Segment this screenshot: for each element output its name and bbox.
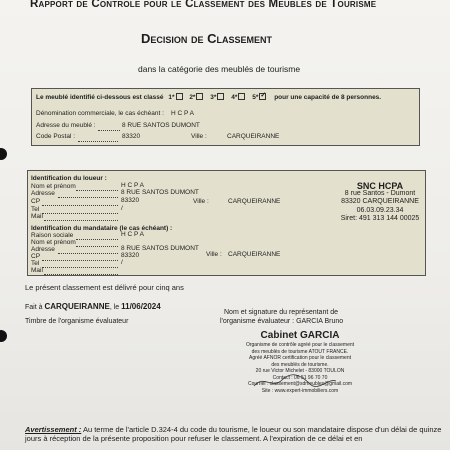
mandataire-nom-label: Nom et prénom [31,239,76,246]
avertissement-label: Avertissement : [25,425,82,434]
mandataire-mail-label: Mail [31,267,43,274]
star-4-checkbox[interactable] [238,93,245,100]
loueur-ville-value: CARQUEIRANNE [228,198,281,205]
decision-subtitle: dans la catégorie des meublés de tourisme [138,64,301,74]
signataire-line-1: Nom et signature du représentant de [224,309,339,316]
fait-le: , le [109,304,120,311]
validity-text: Le présent classement est délivré pour cinq ans [25,283,184,292]
signature-scribble [250,372,340,392]
dotted-line [76,239,118,240]
binder-hole [0,330,7,342]
dotted-line [42,205,118,206]
cabinet-line: Organisme de contrôle agréé pour le classement [245,342,355,348]
timbre-label: Timbre de l'organisme évaluateur [25,318,129,325]
mandataire-tel-label: Tel [31,260,40,267]
star-2-checkbox[interactable] [196,93,203,100]
loueur-heading: Identification du loueur : [31,175,107,182]
capacity-text: pour une capacité de 8 personnes. [274,94,382,101]
meuble-ville-label: Ville : [191,133,207,140]
mandataire-ville-value: CARQUEIRANNE [228,251,281,258]
snc-name: SNC HCPA [356,181,404,191]
star-1-label: 1* [168,94,175,101]
mandataire-cp-value: 83320 [121,252,140,259]
signataire-name: GARCIA Bruno [296,318,344,325]
cabinet-line: des meublés de tourisme ATOUT FRANCE. [251,348,349,355]
loueur-tel-label: Tel [31,206,40,213]
meuble-cp-value: 83320 [122,133,141,140]
meuble-adresse-value: 8 RUE SANTOS DUMONT [122,122,200,129]
snc-phone: 06.03.09.23.34 [356,206,404,214]
dotted-line [42,267,118,268]
star-2-label: 2* [189,94,196,101]
loueur-cp-value: 83320 [121,197,140,204]
mandataire-heading: Identification du mandataire (le cas échéant) : [31,225,173,232]
classement-line [36,93,381,101]
fait-date: 11/06/2024 [121,302,161,311]
cabinet-line: 20 rue Victor Michelet - 83000 TOULON [255,368,345,374]
avertissement-text: Au terme de l'article D.324-4 du code du tourisme, le loueur ou son mandataire dispose d'un délai de quinze jours à réception de la présente proposition pour refuser le classement. A l'expiration de ce délai et en [25,425,442,443]
mandataire-raison-label: Raison sociale [31,232,74,239]
meuble-adresse-label: Adresse du meublé : [36,122,96,129]
fait-place: CARQUEIRANNE [44,302,110,311]
mandataire-ville-label: Ville : [206,251,222,258]
star-5-label: 5* [252,94,259,101]
loueur-nom-value: H C P A [121,182,145,189]
dotted-line [42,260,118,261]
denomination-label: Dénomination commerciale, le cas échéant : [36,110,164,117]
loueur-adresse-label: Adresse [31,190,55,197]
dotted-line [58,253,118,254]
snc-address: 8 rue Santos - Dumont [344,190,416,198]
star-3-checkbox[interactable] [217,93,224,100]
cabinet-line: Contact : 06 51 96 70 70 [272,374,328,381]
dotted-line [42,213,118,214]
denomination-value: H C P A [171,110,195,117]
classement-prefix: Le meublé identifié ci-dessous est classé [36,94,164,101]
mandataire-adresse-value: 8 RUE SANTOS DUMONT [121,245,199,252]
fait-prefix: Fait à [25,304,43,311]
dotted-line [76,190,118,191]
check-mark-icon: ✓ [260,92,267,99]
loueur-ville-label: Ville : [193,198,209,205]
dotted-line [98,130,120,131]
cabinet-name: Cabinet GARCIA [260,330,340,341]
star-1-checkbox[interactable] [176,93,183,100]
meuble-box [31,88,420,146]
mandataire-raison-value: H C P A [121,231,145,238]
decision-title: Decision de Classement [141,31,273,46]
signataire-line-2 [220,318,343,325]
loueur-adresse-value: 8 RUE SANTOS DUMONT [121,189,199,196]
dotted-line [44,220,118,221]
mandataire-cp-label: CP [31,253,41,260]
snc-stamp [325,182,435,223]
cabinet-line: Site : www.expert-immobiliers.com [261,387,339,394]
dotted-line [78,141,118,142]
loueur-tel-value: / [121,205,123,212]
fait-line [25,302,161,311]
snc-siret: Siret: 491 313 144 00025 [340,214,420,222]
dotted-line [76,246,118,247]
binder-hole [0,148,7,160]
loueur-nom-label: Nom et prénom [31,183,76,190]
report-header: Rapport de Controle pour le Classement des Meubles de Tourisme [30,0,377,10]
cabinet-line: Courriel : classement@sdmeubles@gmail.com [247,381,353,387]
star-3-label: 3* [210,94,217,101]
mandataire-tel-value: / [121,259,123,266]
signataire-label: l'organisme évaluateur : [220,318,295,325]
meuble-cp-label: Code Postal : [36,133,76,140]
star-4-label: 4* [231,94,238,101]
avertissement-paragraph [25,425,445,443]
meuble-ville-value: CARQUEIRANNE [227,133,280,140]
dotted-line [58,197,118,198]
loueur-mail-label: Mail [31,213,43,220]
cabinet-line: des meublés de tourisme. [271,361,329,368]
mandataire-adresse-label: Adresse [31,246,55,253]
star-5-checkbox-checked[interactable] [259,93,266,100]
cabinet-line: Agréé AFNOR certification pour le classement [249,355,351,361]
dotted-line [44,274,118,275]
snc-city: 83320 CARQUEIRANNE [341,198,419,206]
loueur-cp-label: CP [31,198,41,205]
